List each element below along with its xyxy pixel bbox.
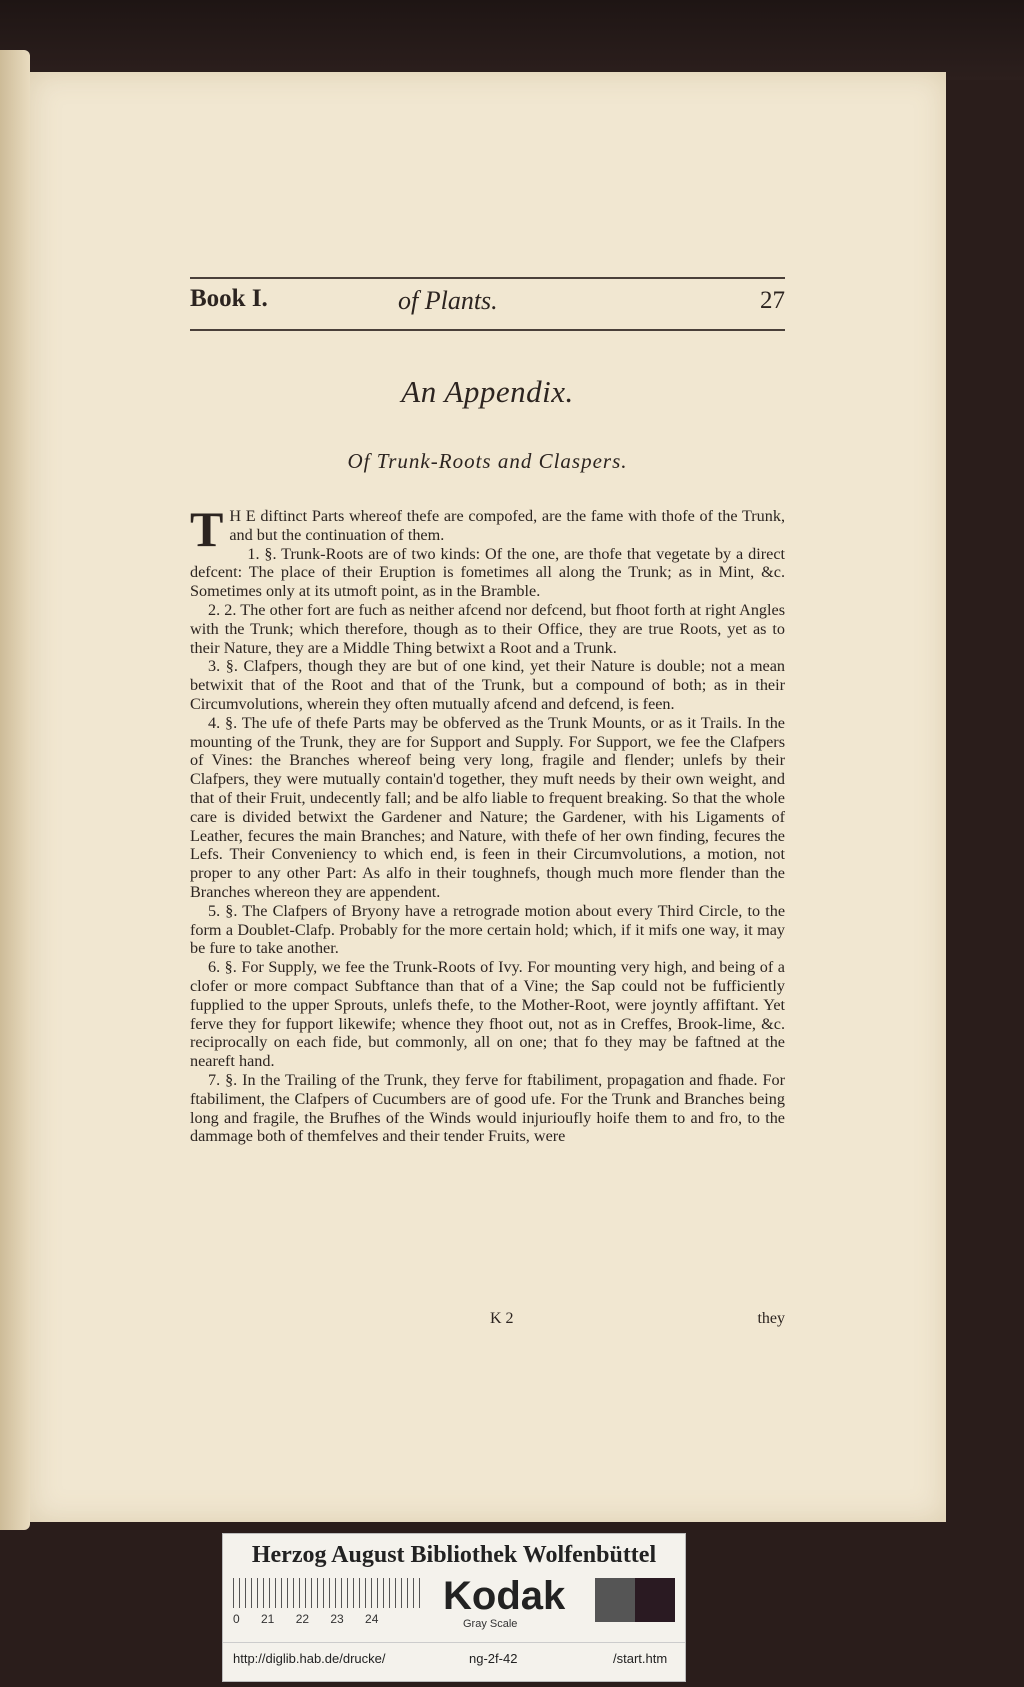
paragraph: 6. §. For Supply, we fee the Trunk-Roots of Ivy. For mounting very high, and being of a clofer or more compact Subftance than that of a Vine; the Sap could not be fufficiently fupplied to the upper Sprouts, unlefs thefe, to the Mother-Root, were joyntly affiftant. Yet ferve they for fupport likewife; whence they fhoot out, not as in Creffes, Brook-lime, &c. reciprocally on each fide, but commonly, all on one; that fo they may be faftned at the neareft hand. xyxy=(190,958,785,1071)
paragraph: 7. §. In the Trailing of the Trunk, they ferve for ftabiliment, propagation and fhade. For ftabiliment, the Clafpers of Cucumbers are of good ufe. For the Trunk and Branches being long and fragile, the Brufhes of the Winds would injurioufly hoife them to and fro, to the dammage both of themfelves and their tender Fruits, were xyxy=(190,1070,785,1146)
paragraph: 3. §. Clafpers, though they are but of one kind, yet their Nature is double; not a mean betwixit that of the Root and that of the Trunk, but a compound of both; as in their Circumvolutions, wherein they often mutually afcend and defcend, is feen. xyxy=(190,657,785,713)
gray-patch xyxy=(595,1578,635,1622)
page-number: 27 xyxy=(760,287,785,314)
source-url: http://diglib.hab.de/drucke/ xyxy=(233,1651,386,1666)
drop-cap: T xyxy=(190,501,224,557)
ruler-numbers: 0 21 22 23 24 xyxy=(233,1612,379,1626)
signature-mark: K 2 xyxy=(490,1310,514,1327)
book-label: Book I. xyxy=(190,285,268,312)
paragraph-text: H E diftinct Parts whereof thefe are compofed, are the fame with thofe of the Trunk, and but the continuation of them. xyxy=(229,507,785,544)
ruler-scale xyxy=(233,1578,423,1608)
header-rule-bottom xyxy=(190,329,785,331)
paragraph: 1. §. Trunk-Roots are of two kinds: Of the one, are thofe that vegetate by a direct defcent: The place of their Eruption is fometimes all along the Trunk; as in Mint, &c. Sometimes only at its utmoft point, as in the Bramble. xyxy=(190,544,785,601)
bar-divider xyxy=(223,1642,685,1643)
paragraph xyxy=(190,501,785,557)
gray-scale-label: Gray Scale xyxy=(463,1618,518,1630)
appendix-title: An Appendix. xyxy=(401,374,574,409)
shelf-code: ng-2f-42 xyxy=(469,1651,518,1666)
facing-page-edge xyxy=(0,50,30,1530)
paragraph: 2. 2. The other fort are fuch as neither afcend nor defcend, but fhoot forth at right Angles with the Trunk; which therefore, though as to their Office, they are true Roots, yet as to their Nature, they are a Middle Thing betwixt a Root and a Trunk. xyxy=(190,600,785,657)
start-link: /start.htm xyxy=(613,1651,668,1666)
paragraph: 4. §. The ufe of thefe Parts may be obferved as the Trunk Mounts, or as it Trails. In the mounting of the Trunk, they are for Support and Supply. For Support, we fee the Clafpers of Vines: the Branches whereof being very long, fragile and flender; unlefs by their Clafpers, they were mutually contain'd together, they muft needs by their own weight, and that of their Fruit, undecently fall; and be alfo liable to frequent breaking. So that the whole care is divided betwixt the Gardener and Nature; the Gardener, with his Ligaments of Leather, fecures the main Branches; and Nature, with thefe of her own finding, fecures the Lefs. Their Conveniency to which end, is feen in their Circumvolutions, a motion, not proper to any other Part: As alfo in their toughnefs, though much more flender than the Branches whereon they are appendent. xyxy=(190,713,785,901)
scan-color-bar xyxy=(222,1533,686,1682)
catchword: they xyxy=(757,1310,785,1327)
paragraph: 5. §. The Clafpers of Bryony have a retrograde motion about every Third Circle, to the form a Doublet-Clafp. Probably for the more certain hold; which, if it mifs one way, it may be fure to take another. xyxy=(190,901,785,958)
header-rule-top xyxy=(190,277,785,279)
section-subtitle: Of Trunk-Roots and Claspers. xyxy=(347,449,628,473)
book-page xyxy=(30,72,946,1522)
library-name: Herzog August Bibliothek Wolfenbüttel xyxy=(251,1542,657,1568)
running-title: of Plants. xyxy=(398,286,498,315)
kodak-logo: Kodak xyxy=(443,1574,566,1618)
body-text xyxy=(190,501,785,1146)
scan-background xyxy=(0,0,1024,80)
black-patch xyxy=(635,1578,675,1622)
running-header xyxy=(190,285,785,325)
